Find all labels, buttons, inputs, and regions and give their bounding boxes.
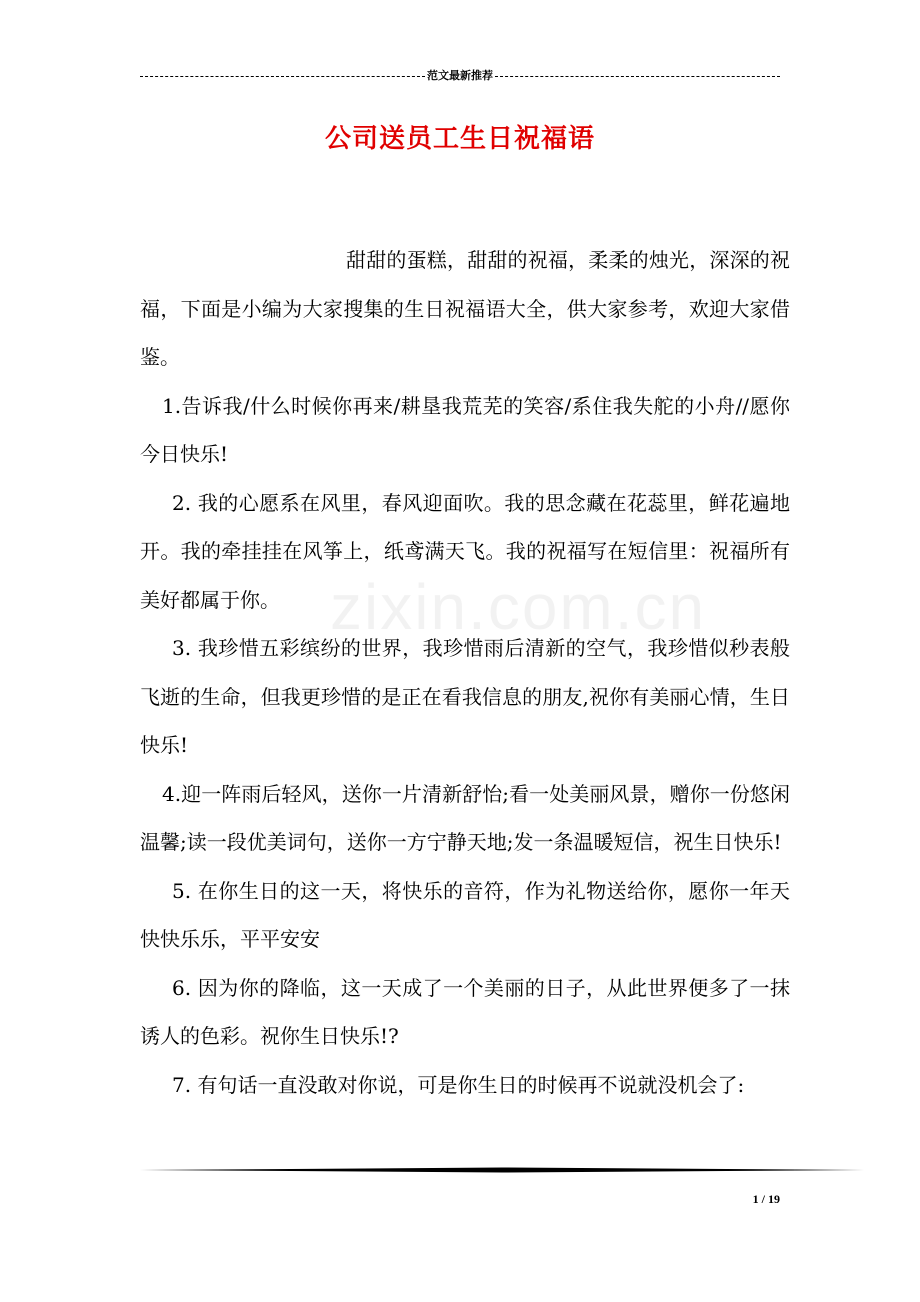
document-body [140,236,790,1109]
intro-paragraph: 甜甜的蛋糕，甜甜的祝福，柔柔的烛光，深深的祝福，下面是小编为大家搜集的生日祝福语大全，供大家参考，欢迎大家借鉴。 [140,248,790,369]
wish-item-3: 3. 我珍惜五彩缤纷的世界，我珍惜雨后清新的空气，我珍惜似秒表般飞逝的生命，但我更珍惜的是正在看我信息的朋友,祝你有美丽心情，生日快乐! [140,636,790,757]
page-number: 1 / 19 [752,1192,780,1206]
watermark: zixin.com.cn [330,571,707,643]
wish-item-1: 1.告诉我/什么时候你再来/耕垦我荒芜的笑容/系住我失舵的小舟//愿你今日快乐! [140,393,790,466]
wish-item-2: 2. 我的心愿系在风里，春风迎面吹。我的思念藏在花蕊里，鲜花遍地开。我的牵挂挂在风筝上，纸鸢满天飞。我的祝福写在短信里：祝福所有美好都属于你。 [140,490,790,612]
wish-item-7: 7. 有句话一直没敢对你说，可是你生日的时候再不说就没机会了: [172,1072,745,1097]
page-header [140,68,780,84]
header-dash-right [495,68,780,84]
header-label: 范文最新推荐 [427,70,493,82]
footer-rule [140,1166,864,1174]
header-dash-left [140,68,425,84]
wish-item-5: 5. 在你生日的这一天，将快乐的音符，作为礼物送给你，愿你一年天快快乐乐，平平安安 [140,878,790,951]
wish-item-6: 6. 因为你的降临，这一天成了一个美丽的日子，从此世界便多了一抹诱人的色彩。祝你生日快乐!? [140,975,790,1048]
document-title: 公司送员工生日祝福语 [324,124,595,154]
wish-item-4: 4.迎一阵雨后轻风，送你一片清新舒怡;看一处美丽风景，赠你一份悠闲温馨;读一段优美词句，送你一方宁静天地;发一条温暖短信，祝生日快乐! [140,781,790,854]
